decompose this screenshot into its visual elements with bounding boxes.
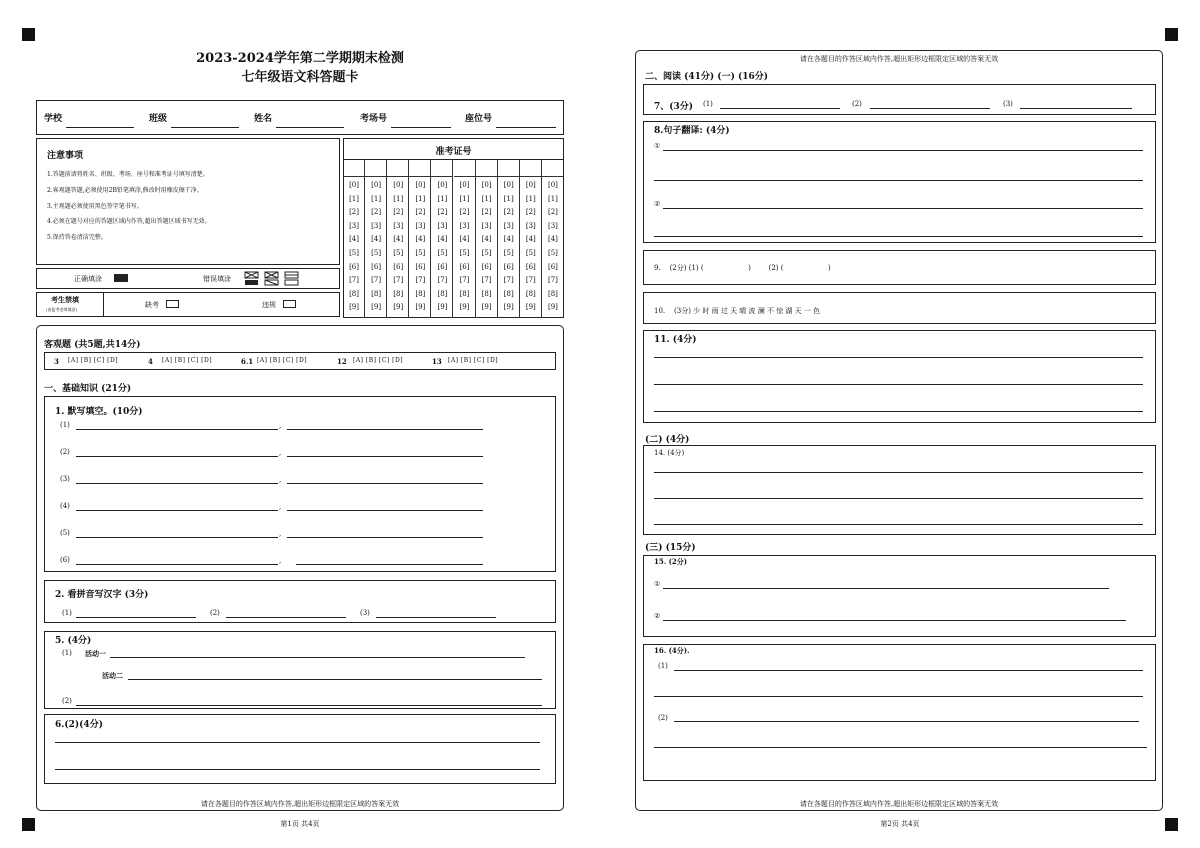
- q8-circle-2: ②: [654, 200, 661, 208]
- q5-activity-2: 活动二: [102, 671, 123, 680]
- q16-box: [643, 644, 1156, 781]
- exam-id-digit-bubble[interactable]: [3]: [547, 221, 558, 230]
- exam-id-digit-bubble[interactable]: [1]: [547, 194, 558, 203]
- q1-separator: ,: [279, 503, 282, 511]
- exam-id-digit-bubble[interactable]: [7]: [525, 276, 536, 285]
- q11-answer-line[interactable]: [654, 357, 1143, 358]
- exam-id-digit-bubble[interactable]: [4]: [349, 235, 359, 244]
- exam-id-digit-bubble[interactable]: [2]: [437, 208, 448, 217]
- exam-id-digit-bubble[interactable]: [0]: [525, 181, 536, 189]
- exam-id-digit-bubble[interactable]: [2]: [525, 208, 536, 217]
- q11-title: 11. (4分): [654, 335, 697, 345]
- exam-id-digit-column: [365, 177, 387, 318]
- page-subtitle: 七年级语文科答题卡: [241, 70, 359, 85]
- q1-answer-left[interactable]: [76, 456, 278, 457]
- exam-id-digit-bubble[interactable]: [0]: [393, 181, 404, 189]
- exam-id-digit-bubble[interactable]: [5]: [349, 249, 359, 257]
- q8-title: 8.句子翻译: (4分): [654, 126, 730, 136]
- q16-label-2: (2): [658, 714, 668, 722]
- exam-id-digit-bubble[interactable]: [1]: [393, 194, 404, 203]
- class-label: 班级: [149, 114, 168, 124]
- q14-box: [643, 445, 1156, 535]
- objective-questions: [44, 352, 556, 370]
- q1-answer-right[interactable]: [296, 564, 483, 565]
- exam-id-digit-bubble[interactable]: [5]: [481, 249, 492, 257]
- q6-title: 6.(2)(4分): [55, 720, 103, 730]
- exam-id-digit-bubble[interactable]: [9]: [547, 303, 558, 312]
- notice-title: 注意事项: [47, 151, 84, 161]
- class-field[interactable]: [171, 127, 239, 128]
- exam-id-digit-bubble[interactable]: [9]: [503, 303, 514, 312]
- q16-answer-line[interactable]: [674, 670, 1143, 671]
- q1-separator: ,: [279, 422, 282, 430]
- exam-id-digit-bubble[interactable]: [4]: [481, 235, 492, 244]
- q8-answer-line[interactable]: [663, 150, 1143, 151]
- exam-id-digit-bubble[interactable]: [4]: [547, 235, 558, 244]
- section-reading: 二、阅读 (41分) (一) (16分): [645, 72, 768, 82]
- exam-id-digit-bubble[interactable]: [6]: [481, 262, 492, 271]
- exam-id-digit-bubble[interactable]: [1]: [459, 194, 470, 203]
- exam-id-input-cell[interactable]: [476, 160, 498, 177]
- objective-question-number: 3: [54, 357, 59, 366]
- exam-id-digit-bubble[interactable]: [8]: [349, 289, 359, 298]
- q5-title: 5. (4分): [55, 636, 92, 646]
- exam-id-digit-bubble[interactable]: [6]: [459, 262, 470, 271]
- q8-circle-1: ①: [654, 142, 661, 150]
- exam-id-digit-bubble[interactable]: [7]: [503, 276, 514, 285]
- forbidden-title: 考生禁填: [51, 295, 79, 304]
- exam-id-digit-bubble[interactable]: [0]: [503, 181, 514, 189]
- exam-id-digit-bubble[interactable]: [2]: [415, 208, 426, 217]
- exam-id-digit-bubble[interactable]: [2]: [371, 208, 382, 217]
- exam-id-digit-bubble[interactable]: [3]: [393, 221, 404, 230]
- q5-activity-1: 活动一: [85, 649, 106, 658]
- exam-id-digit-bubble[interactable]: [6]: [437, 262, 448, 271]
- q14-answer-line[interactable]: [654, 524, 1143, 525]
- school-field[interactable]: [66, 127, 134, 128]
- objective-options[interactable]: [A] [B] [C] [D]: [448, 357, 499, 364]
- exam-id-digit-bubble[interactable]: [9]: [349, 303, 359, 312]
- exam-id-digit-bubble[interactable]: [2]: [503, 208, 514, 217]
- exam-id-digit-bubble[interactable]: [5]: [503, 249, 514, 257]
- exam-id-digit-bubble[interactable]: [2]: [349, 208, 359, 217]
- exam-id-title: 准考证号: [435, 147, 472, 157]
- objective-question-number: 12: [337, 357, 347, 366]
- page-title: 2023-2024学年第二学期期末检测: [196, 51, 404, 66]
- exam-id-digit-bubble[interactable]: [0]: [349, 181, 359, 189]
- objective-question-number: 6.1: [241, 357, 254, 366]
- exam-id-digit-bubble[interactable]: [6]: [393, 262, 404, 271]
- exam-room-label: 考场号: [360, 114, 388, 124]
- exam-id-digit-bubble[interactable]: [3]: [349, 221, 359, 230]
- school-label: 学校: [44, 114, 63, 124]
- exam-id-digit-bubble[interactable]: [4]: [503, 235, 514, 244]
- exam-id-digit-bubble[interactable]: [7]: [415, 276, 426, 285]
- section-reading-2: (二) (4分): [645, 435, 690, 445]
- q1-blank-label: (2): [60, 448, 70, 456]
- exam-id-input-cell[interactable]: [387, 160, 409, 177]
- seat-label: 座位号: [465, 114, 493, 124]
- objective-options[interactable]: [A] [B] [C] [D]: [353, 357, 404, 364]
- q1-answer-left[interactable]: [76, 510, 278, 511]
- exam-id-digit-bubble[interactable]: [3]: [415, 221, 426, 230]
- exam-id-digit-bubble[interactable]: [8]: [393, 289, 404, 298]
- q6-answer-line[interactable]: [55, 769, 540, 770]
- q1-blank-label: (6): [60, 556, 70, 564]
- q2-title: 2. 看拼音写汉字 (3分): [55, 590, 149, 600]
- exam-id-digit-bubble[interactable]: [5]: [525, 249, 536, 257]
- q8-box: [643, 121, 1156, 243]
- q7-box: [643, 84, 1156, 115]
- q1-box: [44, 396, 556, 572]
- exam-id-digit-bubble[interactable]: [6]: [371, 262, 382, 271]
- q1-separator: ,: [279, 476, 282, 484]
- q15-circle-1: ①: [654, 580, 661, 588]
- q16-answer-line[interactable]: [654, 696, 1143, 697]
- q2-label-2: (2): [210, 609, 220, 617]
- exam-id-grid[interactable]: [343, 160, 564, 318]
- exam-id-digit-bubble[interactable]: [4]: [525, 235, 536, 244]
- wrong-fill-label: 错误填涂: [203, 275, 231, 283]
- exam-id-digit-bubble[interactable]: [4]: [459, 235, 470, 244]
- q5-activity-1-answer[interactable]: [110, 657, 525, 658]
- q1-blank-label: (4): [60, 502, 70, 510]
- correct-fill-label: 正确填涂: [74, 275, 102, 283]
- exam-id-digit-bubble[interactable]: [2]: [547, 208, 558, 217]
- q1-answer-left[interactable]: [76, 564, 278, 565]
- exam-id-digit-bubble[interactable]: [7]: [371, 276, 382, 285]
- exam-id-digit-column: [542, 177, 564, 318]
- exam-id-digit-bubble[interactable]: [9]: [481, 303, 492, 312]
- notice-item: 5.保持答卷清洁完整。: [47, 234, 107, 241]
- exam-id-digit-bubble[interactable]: [7]: [547, 276, 558, 285]
- forbidden-divider: [103, 292, 104, 317]
- exam-id-digit-bubble[interactable]: [3]: [459, 221, 470, 230]
- exam-id-digit-bubble[interactable]: [8]: [547, 289, 558, 298]
- q1-answer-right[interactable]: [287, 456, 483, 457]
- exam-id-digit-bubble[interactable]: [0]: [415, 181, 426, 189]
- wrong-fill-samples: [244, 271, 302, 286]
- exam-id-digit-bubble[interactable]: [1]: [371, 194, 382, 203]
- exam-id-digit-bubble[interactable]: [6]: [503, 262, 514, 271]
- exam-id-digit-bubble[interactable]: [8]: [459, 289, 470, 298]
- q11-answer-line[interactable]: [654, 384, 1143, 385]
- objective-title: 客观题 (共5题,共14分): [44, 340, 141, 350]
- exam-id-digit-column: [409, 177, 431, 318]
- q11-box: [643, 330, 1156, 423]
- exam-id-digit-bubble[interactable]: [0]: [459, 181, 470, 189]
- exam-id-digit-bubble[interactable]: [6]: [547, 262, 558, 271]
- seat-field[interactable]: [496, 127, 556, 128]
- q1-answer-left[interactable]: [76, 537, 278, 538]
- q15-title: 15. (2分): [654, 557, 688, 566]
- q16-answer-line[interactable]: [654, 747, 1147, 748]
- exam-id-digit-bubble[interactable]: [5]: [393, 249, 404, 257]
- exam-id-digit-column: [454, 177, 476, 318]
- q16-label-1: (1): [658, 662, 668, 670]
- q8-answer-line[interactable]: [663, 208, 1143, 209]
- q7-label-2: (2): [852, 100, 862, 108]
- exam-id-digit-bubble[interactable]: [3]: [437, 221, 448, 230]
- exam-id-digit-bubble[interactable]: [9]: [525, 303, 536, 312]
- q15-answer-1[interactable]: [663, 588, 1109, 589]
- exam-id-digit-bubble[interactable]: [3]: [525, 221, 536, 230]
- objective-question-number: 4: [148, 357, 153, 366]
- exam-id-digit-bubble[interactable]: [3]: [481, 221, 492, 230]
- exam-id-digit-bubble[interactable]: [0]: [371, 181, 382, 189]
- exam-id-digit-bubble[interactable]: [6]: [349, 262, 359, 271]
- q7-label-3: (3): [1003, 100, 1013, 108]
- alignment-mark-top-right: [1165, 28, 1178, 41]
- exam-id-digit-column: [343, 177, 365, 318]
- q5-answer-2[interactable]: [76, 705, 542, 706]
- violation-label: 违规: [262, 301, 276, 309]
- exam-id-digit-bubble[interactable]: [8]: [415, 289, 426, 298]
- exam-id-digit-bubble[interactable]: [6]: [525, 262, 536, 271]
- q14-answer-line[interactable]: [654, 472, 1143, 473]
- q1-answer-right[interactable]: [287, 537, 483, 538]
- q1-blank-label: (3): [60, 475, 70, 483]
- exam-id-digit-bubble[interactable]: [4]: [393, 235, 404, 244]
- exam-id-digit-bubble[interactable]: [9]: [371, 303, 382, 312]
- q1-separator: ,: [279, 557, 282, 565]
- page1-number: 第1页 共4页: [280, 820, 320, 828]
- exam-id-digit-bubble[interactable]: [2]: [481, 208, 492, 217]
- q2-label-3: (3): [360, 609, 370, 617]
- exam-id-digit-bubble[interactable]: [1]: [349, 194, 359, 203]
- exam-id-digit-bubble[interactable]: [5]: [415, 249, 426, 257]
- q14-answer-line[interactable]: [654, 498, 1143, 499]
- q15-box: [643, 555, 1156, 637]
- exam-id-digit-column: [431, 177, 453, 318]
- alignment-mark-top-left: [22, 28, 35, 41]
- exam-id-digit-bubble[interactable]: [7]: [481, 276, 492, 285]
- q7-title: 7、(3分): [654, 102, 694, 112]
- exam-id-digit-bubble[interactable]: [7]: [459, 276, 470, 285]
- q1-answer-right[interactable]: [287, 483, 483, 484]
- q8-answer-line[interactable]: [654, 180, 1143, 181]
- exam-id-digit-bubble[interactable]: [9]: [459, 303, 470, 312]
- q7-answer-2[interactable]: [870, 108, 990, 109]
- exam-id-digit-bubble[interactable]: [5]: [437, 249, 448, 257]
- exam-id-digit-column: [387, 177, 409, 318]
- exam-id-digit-bubble[interactable]: [6]: [415, 262, 426, 271]
- exam-id-digit-bubble[interactable]: [8]: [437, 289, 448, 298]
- section-basic-knowledge: 一、基础知识 (21分): [44, 384, 132, 394]
- name-label: 姓名: [254, 114, 273, 124]
- q9-text[interactable]: 9. (2分) (1) ( ) (2) ( ): [654, 264, 831, 272]
- exam-id-input-cell[interactable]: [498, 160, 520, 177]
- exam-id-digit-bubble[interactable]: [3]: [503, 221, 514, 230]
- exam-id-digit-bubble[interactable]: [8]: [481, 289, 492, 298]
- objective-options[interactable]: [A] [B] [C] [D]: [68, 357, 119, 364]
- exam-id-digit-bubble[interactable]: [5]: [371, 249, 382, 257]
- exam-id-digit-bubble[interactable]: [1]: [503, 194, 514, 203]
- q1-separator: ,: [279, 449, 282, 457]
- exam-id-digit-bubble[interactable]: [2]: [393, 208, 404, 217]
- exam-id-digit-bubble[interactable]: [5]: [547, 249, 558, 257]
- q5-box: [44, 631, 556, 709]
- q1-blank-label: (5): [60, 529, 70, 537]
- exam-id-digit-column: [498, 177, 520, 318]
- exam-id-digit-bubble[interactable]: [4]: [371, 235, 382, 244]
- exam-id-digit-bubble[interactable]: [0]: [437, 181, 448, 189]
- q1-answer-left[interactable]: [76, 429, 278, 430]
- exam-id-input-cell[interactable]: [542, 160, 564, 177]
- q14-title: 14. (4分): [654, 449, 685, 457]
- objective-question-number: 13: [432, 357, 442, 366]
- exam-id-digit-column: [520, 177, 542, 318]
- exam-id-digit-bubble[interactable]: [1]: [481, 194, 492, 203]
- q1-blank-label: (1): [60, 421, 70, 429]
- q2-answer-2[interactable]: [226, 617, 346, 618]
- q7-answer-3[interactable]: [1020, 108, 1132, 109]
- page2-footer-note: 请在各题目的作答区域内作答,超出矩形边框限定区域的答案无效: [799, 800, 999, 808]
- exam-id-input-cell[interactable]: [431, 160, 453, 177]
- q15-circle-2: ②: [654, 612, 661, 620]
- q8-answer-line[interactable]: [654, 236, 1143, 237]
- exam-id-input-cell[interactable]: [365, 160, 387, 177]
- exam-id-input-cell[interactable]: [520, 160, 542, 177]
- exam-id-digit-bubble[interactable]: [8]: [503, 289, 514, 298]
- exam-id-digit-column: [476, 177, 498, 318]
- absent-label: 缺考: [145, 301, 159, 309]
- exam-id-digit-bubble[interactable]: [5]: [459, 249, 470, 257]
- forbidden-subtitle: (由监考老师填涂): [46, 307, 78, 312]
- correct-fill-sample: [114, 274, 128, 282]
- q16-answer-line[interactable]: [674, 721, 1139, 722]
- q1-separator: ,: [279, 530, 282, 538]
- exam-id-digit-bubble[interactable]: [9]: [415, 303, 426, 312]
- notice-item: 1.答题前请将姓名、班级、考场、座号和准考证号填写清楚。: [47, 171, 209, 178]
- exam-id-digit-bubble[interactable]: [8]: [525, 289, 536, 298]
- exam-id-input-cell[interactable]: [343, 160, 365, 177]
- q2-label-1: (1): [62, 609, 72, 617]
- notice-item: 4.必须在题号对应的答题区域内作答,超出答题区域书写无效。: [47, 218, 211, 225]
- section-reading-3: (三) (15分): [645, 543, 696, 553]
- q16-title: 16. (4分).: [654, 646, 690, 655]
- exam-id-digit-bubble[interactable]: [9]: [393, 303, 404, 312]
- exam-id-digit-bubble[interactable]: [0]: [547, 181, 558, 189]
- exam-id-digit-bubble[interactable]: [7]: [349, 276, 359, 285]
- q1-answer-left[interactable]: [76, 483, 278, 484]
- exam-id-digit-bubble[interactable]: [8]: [371, 289, 382, 298]
- q11-answer-line[interactable]: [654, 411, 1143, 412]
- exam-id-digit-bubble[interactable]: [1]: [415, 194, 426, 203]
- exam-id-input-cell[interactable]: [454, 160, 476, 177]
- name-field[interactable]: [276, 127, 344, 128]
- page2-header-note: 请在各题目的作答区域内作答,超出矩形边框限定区域的答案无效: [799, 55, 999, 63]
- absent-checkbox[interactable]: [166, 300, 179, 308]
- exam-id-digit-bubble[interactable]: [4]: [437, 235, 448, 244]
- objective-options[interactable]: [A] [B] [C] [D]: [257, 357, 308, 364]
- objective-options[interactable]: [A] [B] [C] [D]: [162, 357, 213, 364]
- q7-label-1: (1): [703, 100, 713, 108]
- exam-id-digit-bubble[interactable]: [7]: [393, 276, 404, 285]
- page2-number: 第2页 共4页: [880, 820, 920, 828]
- exam-id-digit-bubble[interactable]: [0]: [481, 181, 492, 189]
- q1-answer-right[interactable]: [287, 429, 483, 430]
- exam-id-digit-bubble[interactable]: [3]: [371, 221, 382, 230]
- q5-activity-2-answer[interactable]: [128, 679, 542, 680]
- q2-answer-3[interactable]: [376, 617, 496, 618]
- q1-title: 1. 默写填空。(10分): [55, 407, 143, 417]
- q5-label-1: (1): [62, 649, 72, 657]
- q2-answer-1[interactable]: [76, 617, 196, 618]
- exam-id-digit-bubble[interactable]: [7]: [437, 276, 448, 285]
- q5-label-2: (2): [62, 697, 72, 705]
- exam-room-field[interactable]: [391, 127, 451, 128]
- exam-id-digit-bubble[interactable]: [1]: [525, 194, 536, 203]
- q15-answer-2[interactable]: [663, 620, 1126, 621]
- q10-text[interactable]: 10. (3分) 少 时 雨 过 天 晴 波 澜 不 惊 湖 天 一 色: [654, 307, 821, 315]
- q7-answer-1[interactable]: [720, 108, 840, 109]
- q1-answer-right[interactable]: [287, 510, 483, 511]
- page1-footer-note: 请在各题目的作答区域内作答,超出矩形边框限定区域的答案无效: [200, 800, 400, 808]
- q6-answer-line[interactable]: [55, 742, 540, 743]
- exam-id-input-cell[interactable]: [409, 160, 431, 177]
- notice-item: 2.客观题答题,必须使用2B铅笔填涂,修改时用橡皮擦干净。: [47, 187, 203, 194]
- notice-item: 3.主观题必须使用黑色签字笔书写。: [47, 203, 143, 210]
- exam-id-digit-bubble[interactable]: [1]: [437, 194, 448, 203]
- exam-id-digit-bubble[interactable]: [9]: [437, 303, 448, 312]
- exam-id-digit-bubble[interactable]: [4]: [415, 235, 426, 244]
- violation-checkbox[interactable]: [283, 300, 296, 308]
- q6-box: [44, 714, 556, 784]
- exam-id-digit-bubble[interactable]: [2]: [459, 208, 470, 217]
